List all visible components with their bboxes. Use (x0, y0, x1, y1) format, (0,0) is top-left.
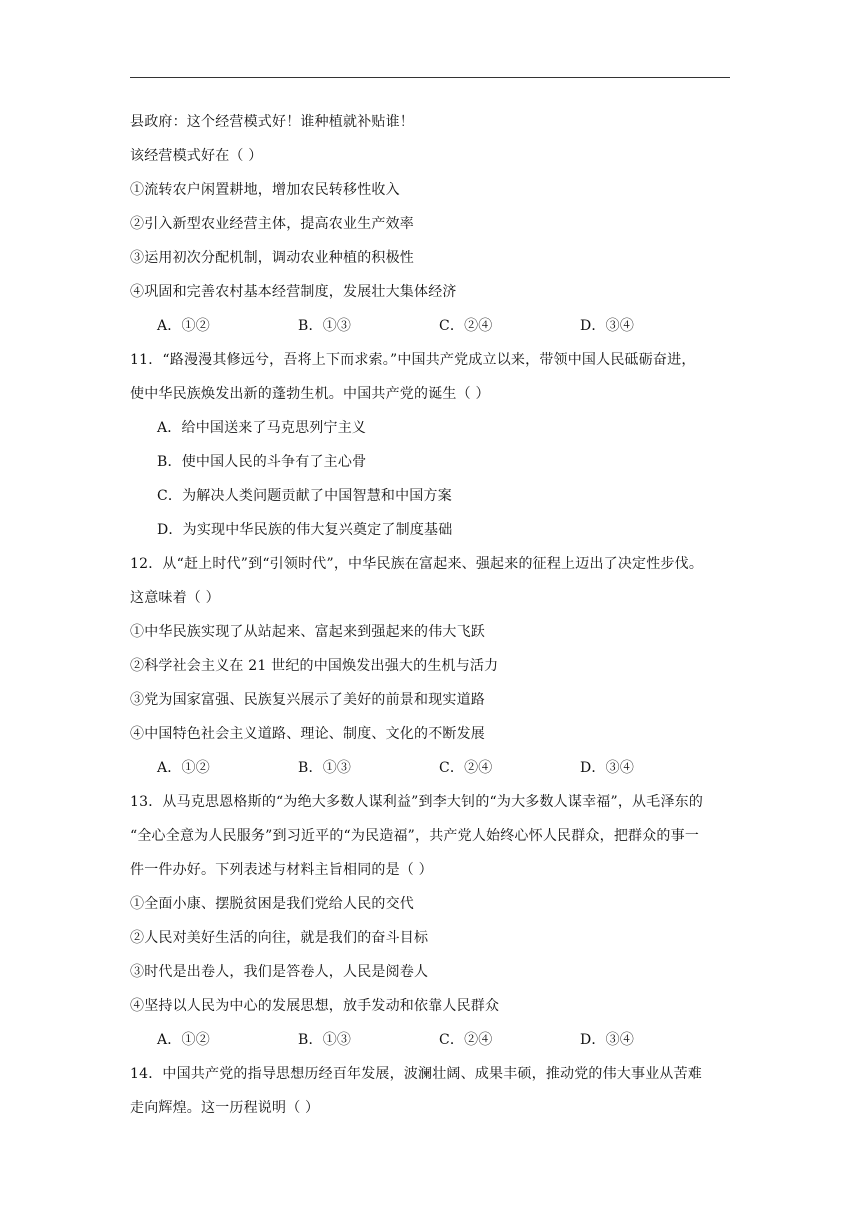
choice-b[interactable]: B．①③ (298, 760, 352, 776)
statement-item: ③时代是出卷人，我们是答卷人，人民是阅卷人 (130, 964, 429, 980)
question-stem: “全心全意为人民服务”到习近平的“为民造福”，共产党人始终心怀人民群众，把群众的事一 (130, 828, 700, 844)
choice-c[interactable]: C．②④ (439, 318, 493, 334)
choice-a[interactable]: A．给中国送来了马克思列宁主义 (157, 420, 367, 436)
statement-item: ④巩固和完善农村基本经营制度，发展壮大集体经济 (130, 284, 457, 300)
question-stem: 12．从“赶上时代”到“引领时代”，中华民族在富起来、强起来的征程上迈出了决定性步伐。 (130, 556, 704, 572)
choice-b[interactable]: B．①③ (298, 1032, 352, 1048)
statement-item: ②科学社会主义在 21 世纪的中国焕发出强大的生机与活力 (130, 658, 499, 674)
question-stem: 13．从马克思恩格斯的“为绝大多数人谋利益”到李大钊的“为大多数人谋幸福”，从毛泽东的 (130, 794, 704, 810)
question-stem: 该经营模式好在（ ） (130, 148, 263, 164)
question-stem: 11．“路漫漫其修远兮，吾将上下而求索。”中国共产党成立以来，带领中国人民砥砺奋进， (130, 352, 696, 368)
choice-d[interactable]: D．③④ (580, 1032, 635, 1048)
question-statement: 县政府：这个经营模式好！谁种植就补贴谁！ (130, 114, 414, 130)
choice-c[interactable]: C．为解决人类问题贡献了中国智慧和中国方案 (157, 488, 452, 504)
answer-choices (130, 756, 730, 790)
choice-d[interactable]: D．③④ (580, 760, 635, 776)
choice-b[interactable]: B．①③ (298, 318, 352, 334)
statement-item: ②引入新型农业经营主体，提高农业生产效率 (130, 216, 414, 232)
statement-item: ④中国特色社会主义道路、理论、制度、文化的不断发展 (130, 726, 485, 742)
statement-item: ③党为国家富强、民族复兴展示了美好的前景和现实道路 (130, 692, 485, 708)
choice-c[interactable]: C．②④ (439, 1032, 493, 1048)
question-11 (130, 348, 730, 552)
choice-c[interactable]: C．②④ (439, 760, 493, 776)
statement-item: ②人民对美好生活的向往，就是我们的奋斗目标 (130, 930, 429, 946)
statement-item: ①中华民族实现了从站起来、富起来到强起来的伟大飞跃 (130, 624, 485, 640)
question-stem: 14．中国共产党的指导思想历经百年发展，波澜壮阔、成果丰硕，推动党的伟大事业从苦难 (130, 1066, 703, 1082)
answer-choices (130, 1028, 730, 1062)
choice-a[interactable]: A．①② (157, 1032, 210, 1048)
statement-item: ③运用初次分配机制，调动农业种植的积极性 (130, 250, 414, 266)
choice-a[interactable]: A．①② (157, 318, 210, 334)
question-12 (130, 552, 730, 790)
choice-d[interactable]: D．③④ (580, 318, 635, 334)
statement-item: ①流转农户闲置耕地，增加农民转移性收入 (130, 182, 400, 198)
choice-a[interactable]: A．①② (157, 760, 210, 776)
question-stem: 使中华民族焕发出新的蓬勃生机。中国共产党的诞生（ ） (130, 386, 490, 402)
choice-d[interactable]: D．为实现中华民族的伟大复兴奠定了制度基础 (157, 522, 453, 538)
statement-item: ①全面小康、摆脱贫困是我们党给人民的交代 (130, 896, 414, 912)
question-stem: 走向辉煌。这一历程说明（ ） (130, 1100, 320, 1116)
header-rule (130, 77, 730, 78)
choice-b[interactable]: B．使中国人民的斗争有了主心骨 (157, 454, 367, 470)
question-10-tail (130, 110, 730, 348)
question-14 (130, 1062, 730, 1130)
question-13 (130, 790, 730, 1062)
question-page (130, 110, 730, 1130)
answer-choices (130, 314, 730, 348)
question-stem: 件一件办好。下列表述与材料主旨相同的是（ ） (130, 862, 433, 878)
statement-item: ④坚持以人民为中心的发展思想，放手发动和依靠人民群众 (130, 998, 500, 1014)
question-stem: 这意味着（ ） (130, 590, 220, 606)
